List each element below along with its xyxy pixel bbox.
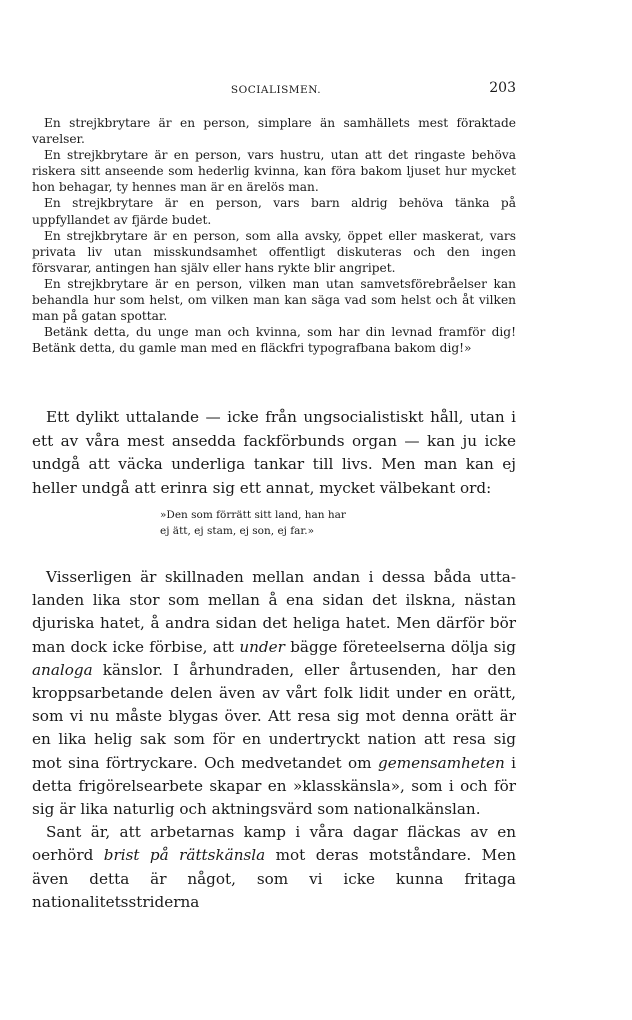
text-run: Sant är, att arbetarnas kamp i våra dagar fläckas av en oerhörd <box>32 823 516 865</box>
page-header <box>40 80 516 100</box>
italic-run: analoga <box>32 660 93 679</box>
body-paragraph <box>32 566 516 821</box>
italic-run: gemensamheten <box>377 753 505 772</box>
quote-paragraph: Betänk detta, du unge man och kvinna, som har din levnad framför dig! Betänk detta, du gamle man med en fläckfri typografbana bakom dig!» <box>32 325 516 356</box>
verse-line: ej ätt, ej stam, ej son, ej far.» <box>160 525 315 537</box>
quote-paragraph: En strejkbrytare är en person, vilken man utan samvetsförebråelser kan behandla hur som helst, om vilken man kan säga vad som helst och åt vilken man på gatan spottar. <box>32 276 516 324</box>
italic-run: brist på rättskänsla <box>103 846 266 865</box>
running-title: SOCIALISMEN. <box>230 84 322 96</box>
text-run: känslor. I århundraden, eller årtusenden, har den kroppsarbetande delen även av vårt folk lidit under en orätt, som vi nu måste blygas över. Att resa sig mot denna orätt är en lika helig sak som för en undertryckt nation att resa sig mot sina förtryckare. Och medvetandet om <box>32 660 516 772</box>
text-run: mot deras motståndare. Men även detta är något, som vi icke kunna fritaga nationalitetsstriderna <box>32 846 516 911</box>
quote-paragraph: En strejkbrytare är en person, vars barn aldrig behöva tänka på uppfyllandet av fjärde budet. <box>32 196 516 227</box>
verse-line: »Den som förrätt sitt land, han har <box>160 509 346 521</box>
body-paragraph: Ett dylikt uttalande — icke från ungsocialistiskt håll, utan i ett av våra mest ansedda fackförbunds organ — kan ju icke undgå att väcka underliga tankar till livs. Men man kan ej heller undgå att erinra sig ett annat, mycket välbekant ord: <box>32 408 516 497</box>
quote-paragraph: En strejkbrytare är en person, vars hustru, utan att det ringaste behöva riskera sitt anseende som hederlig kvinna, kan föra bakom ljuset hur mycket hon behagar, ty hennes man är en ärelös man. <box>32 148 516 195</box>
body-paragraph <box>32 821 516 914</box>
text-run: i detta frigörelsearbete skapar en »klasskänsla», som i och för sig är lika naturlig och aktningsvärd som nationalkänslan. <box>32 753 517 819</box>
quote-paragraph: En strejkbrytare är en person, som alla avsky, öppet eller maskerat, vars privata liv utan misskundsamhet offentligt diskuteras och den ingen försvarar, antingen han själv eller hans rykte blir angripet. <box>32 228 516 275</box>
body-text-2 <box>32 566 516 914</box>
verse-quotation <box>160 507 346 539</box>
quote-paragraph: En strejkbrytare är en person, simplare än samhällets mest föraktade varelser. <box>32 116 516 147</box>
italic-run: under <box>239 637 285 656</box>
quoted-passage <box>32 115 516 356</box>
page-number: 203 <box>489 80 516 96</box>
text-run: Visserligen är skillnaden mellan andan i dessa båda uttalanden lika stor som mellan å ena sidan det ilskna, nästan djuriska hatet, å andra sidan det heliga hatet. Men därför bör man dock icke förbise, att <box>32 568 516 656</box>
text-run: bägge företeelserna dölja sig <box>284 637 516 656</box>
body-text-1 <box>32 406 516 500</box>
